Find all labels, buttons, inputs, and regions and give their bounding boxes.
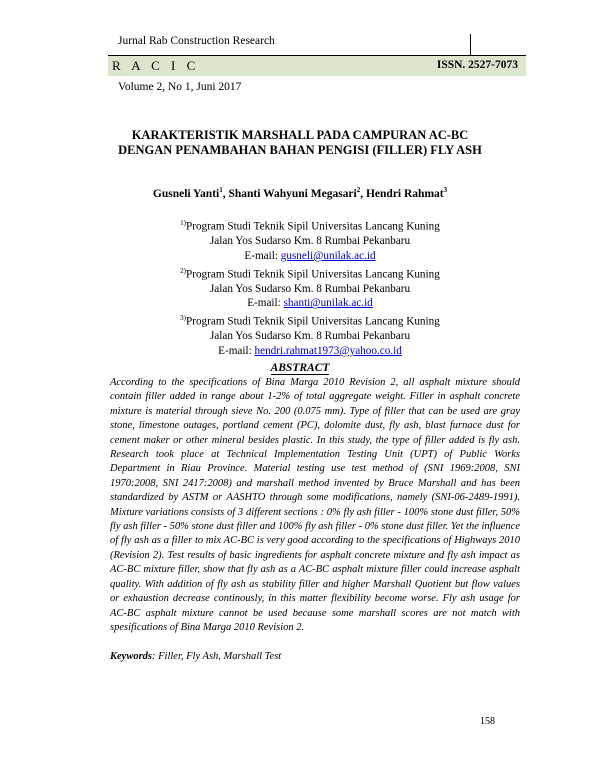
abstract-heading: ABSTRACT (270, 362, 330, 374)
keywords-label: Keywords (110, 651, 152, 662)
journal-name: Jurnal Rab Construction Research (118, 35, 275, 47)
journal-header-bar (108, 55, 526, 76)
author-affil-mark: 1 (219, 186, 223, 194)
affiliation-email: E-mail: gusneli@unilak.ac.id (244, 249, 376, 262)
keywords-text: : Filler, Fly Ash, Marshall Test (152, 651, 282, 662)
affiliation-email: E-mail: shanti@unilak.ac.id (247, 297, 373, 310)
affiliations (160, 216, 460, 359)
affiliation-program: $^{1)}$Program Studi Teknik Sipil Universitas Lancang Kuning (180, 219, 440, 233)
author-name: Gusneli Yanti (152, 187, 220, 200)
affiliation-address: Jalan Yos Sudarso Km. 8 Rumbai Pekanbaru (209, 235, 411, 248)
header-divider (470, 34, 471, 56)
keywords (110, 651, 520, 662)
volume-info: Volume 2, No 1, Juni 2017 (118, 81, 242, 93)
author-affil-mark: 3 (443, 186, 448, 194)
author-name: Shanti Wahyuni Megasari (228, 187, 357, 200)
affiliation-address: Jalan Yos Sudarso Km. 8 Rumbai Pekanbaru (209, 282, 411, 295)
page-number: 158 (480, 716, 495, 727)
author-separator: , (360, 187, 366, 200)
affiliation-mark: 1) (180, 219, 187, 227)
affiliation-program: $^{2)}$Program Studi Teknik Sipil Universitas Lancang Kuning (180, 266, 440, 281)
paper-title (60, 128, 540, 158)
author-separator: , (222, 187, 229, 200)
email-link[interactable]: hendri.rahmat1973@yahoo.co.id (254, 344, 402, 357)
author-name: Hendri Rahmat (365, 187, 444, 200)
abstract-text: According to the specifications of Bina Marga 2010 Revision 2, all asphalt mixture should contain filler added in range about 1-2% of total aggregate weight. Filler in asphalt concrete mixture is material through sieve No. 200 (0.075 mm). Type of filler that can be used are gray stone, limestone outages, portland cement (PC), dolomite dust, fly ash, blast furnace dust for cement maker or other mineral besides plastic. In this study, the type of filler added is fly ash. Research took place at Technical Implementation Testing Unit (UPT) of Public Works Department in Riau Province. Material testing use test method of (SNI 1969:2008, SNI 1970:2008, SNI 2417:2008) and marshall method invented by Bruce Marshall and has been standardized by ASTM or AASHTO through some modifications, namely (SNI-06-2489-1991). Mixture variations consists of 3 different sections : 0% fly ash filler - 100% stone dust filler, 50% fly ash filler - 50% stone dust filler and 100% fly ash filler - 0% stone dust filler. Yet the influence of fly ash as a filler to mix AC-BC is very good according to the specifications of Highways 2010 (Revision 2). Test results of basic ingredients for asphalt concrete mixture and fly ash impact as AC-BC mixture filler, show that fly ash as a AC-BC asphalt mixture filler could increase asphalt quality. With addition of fly ash as stability filler and higher Marshall Quotient but flow values or exhaustion decrease continously, in this matter flexibility become worse. Fly ash usage for AC-BC asphalt mixture cannot be used because some marshall scores are not match with spesifications of Bina Marga 2010 Revision 2. (110, 377, 520, 633)
issn-label: ISSN. 2527-7073 (436, 59, 518, 71)
title-line-2: DENGAN PENAMBAHAN BAHAN PENGISI (FILLER) FLY ASH (118, 143, 482, 157)
email-link[interactable]: shanti@unilak.ac.id (283, 297, 373, 310)
title-line-1: KARAKTERISTIK MARSHALL PADA CAMPURAN AC-BC (131, 128, 469, 142)
author-affil-mark: 2 (356, 186, 361, 194)
journal-acronym: R A C I C (112, 58, 200, 73)
affiliation-address: Jalan Yos Sudarso Km. 8 Rumbai Pekanbaru (209, 330, 411, 343)
affiliation-mark: 3) (180, 314, 187, 323)
affiliation-email: E-mail: hendri.rahmat1973@yahoo.co.id (218, 344, 402, 357)
affiliation-program: $^{3)}$Program Studi Teknik Sipil Universitas Lancang Kuning (180, 314, 440, 328)
affiliation-mark: 2) (180, 266, 187, 275)
author-list (60, 186, 540, 200)
email-link[interactable]: gusneli@unilak.ac.id (280, 249, 376, 262)
